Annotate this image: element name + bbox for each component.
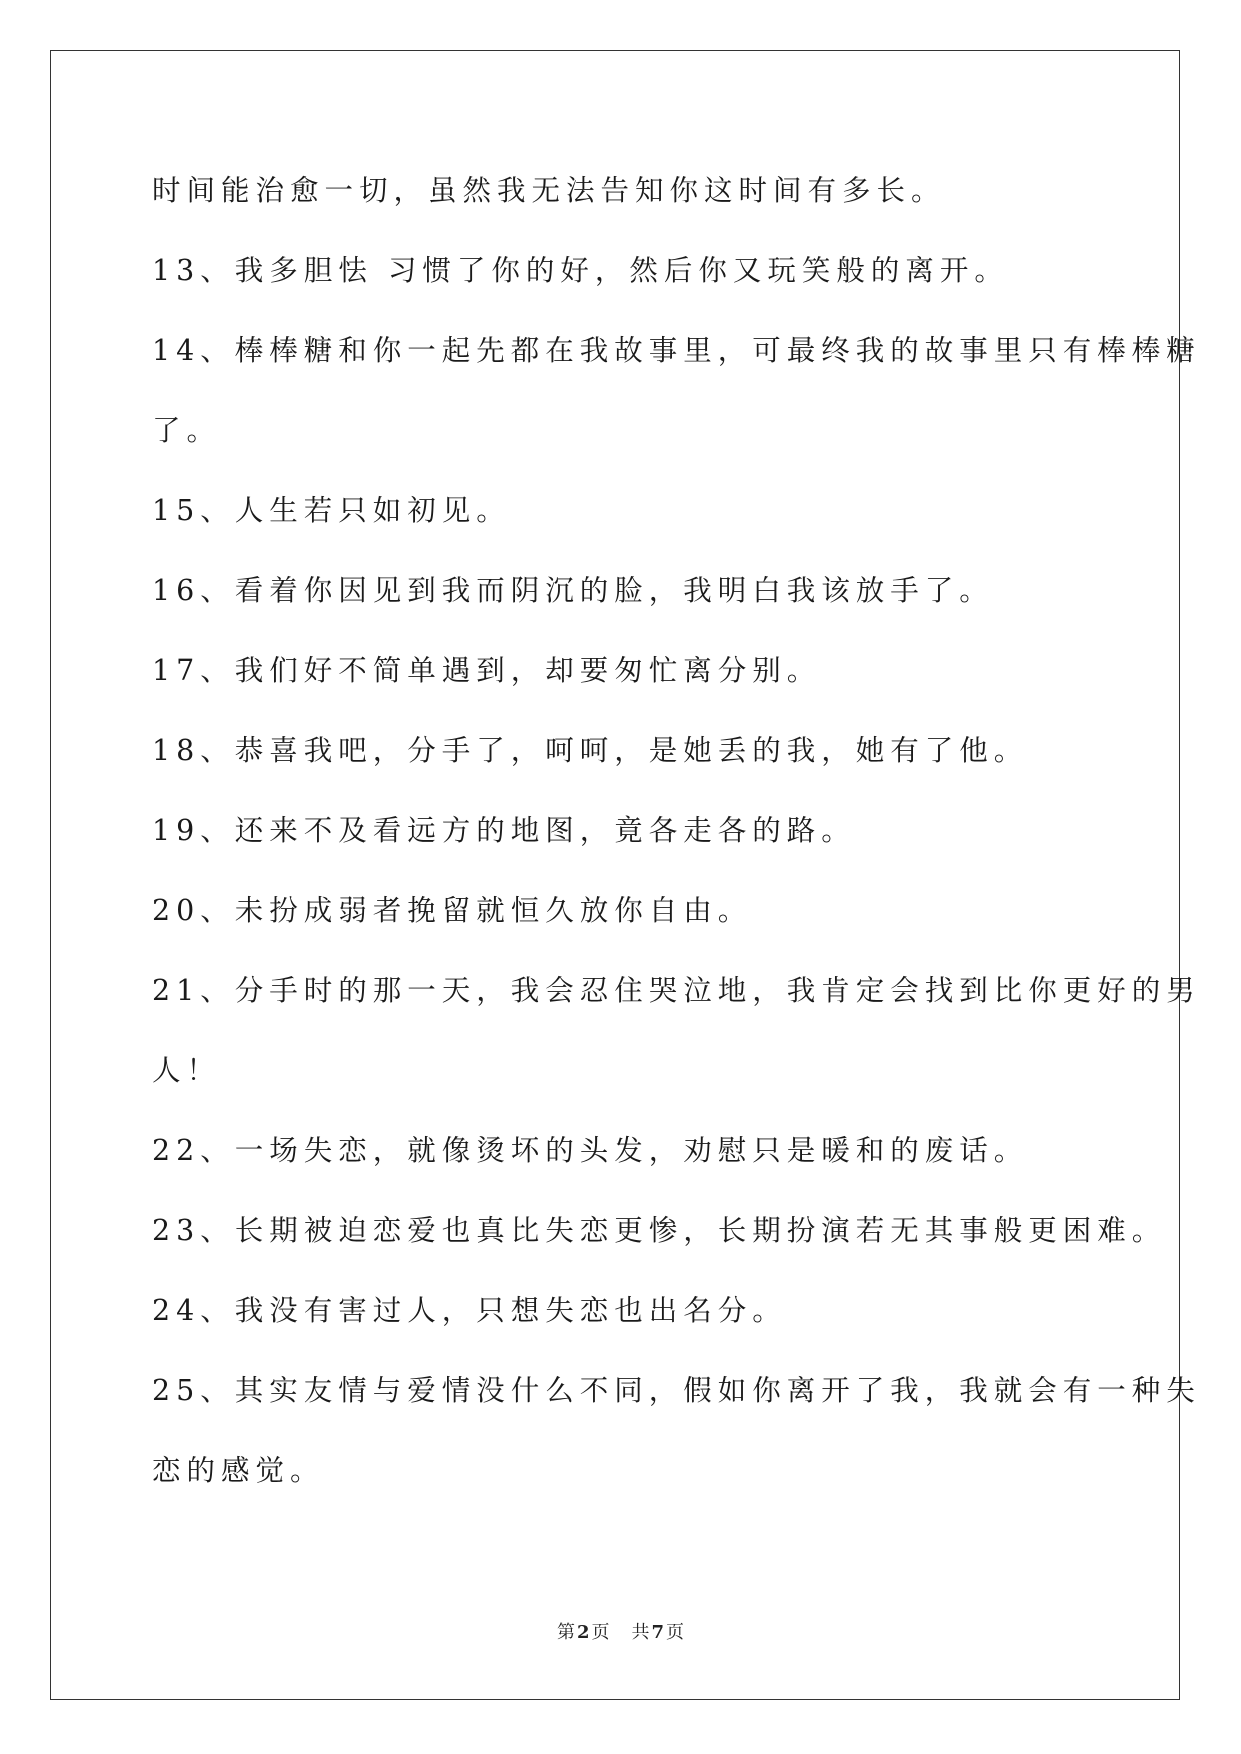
text-line: 23、长期被迫恋爱也真比失恋更惨，长期扮演若无其事般更困难。 [152, 1214, 1167, 1247]
text-line: 20、未扮成弱者挽留就恒久放你自由。 [152, 894, 753, 927]
text-line: 16、看着你因见到我而阴沉的脸，我明白我该放手了。 [152, 574, 994, 607]
page-prefix: 第 [556, 1622, 575, 1643]
text-line: 恋的感觉。 [152, 1454, 325, 1487]
text-line: 24、我没有害过人，只想失恋也出名分。 [152, 1294, 787, 1327]
text-line: 了。 [152, 414, 222, 447]
page-footer [0, 1618, 1241, 1644]
text-line: 时间能治愈一切，虽然我无法告知你这时间有多长。 [152, 174, 946, 207]
text-line: 19、还来不及看远方的地图，竟各走各的路。 [152, 814, 856, 847]
text-line: 17、我们好不简单遇到，却要匆忙离分别。 [152, 654, 822, 687]
text-line: 18、恭喜我吧，分手了，呵呵，是她丢的我，她有了他。 [152, 734, 1029, 767]
text-line: 14、棒棒糖和你一起先都在我故事里，可最终我的故事里只有棒棒糖 [152, 334, 1201, 367]
text-line: 21、分手时的那一天，我会忍住哭泣地，我肯定会找到比你更好的男 [152, 974, 1201, 1007]
page-current-number: 2 [576, 1622, 590, 1643]
total-suffix: 页 [666, 1622, 685, 1643]
text-line: 人！ [152, 1054, 222, 1087]
page-total-number: 7 [651, 1622, 665, 1643]
page-suffix: 页 [591, 1622, 610, 1643]
text-line: 15、人生若只如初见。 [152, 494, 511, 527]
total-prefix: 共 [631, 1622, 650, 1643]
document-body [152, 160, 1201, 1520]
text-line: 22、一场失恋，就像烫坏的头发，劝慰只是暖和的废话。 [152, 1134, 1029, 1167]
text-line: 13、我多胆怯 习惯了你的好，然后你又玩笑般的离开。 [152, 254, 1009, 287]
text-line: 25、其实友情与爱情没什么不同，假如你离开了我，我就会有一种失 [152, 1374, 1201, 1407]
